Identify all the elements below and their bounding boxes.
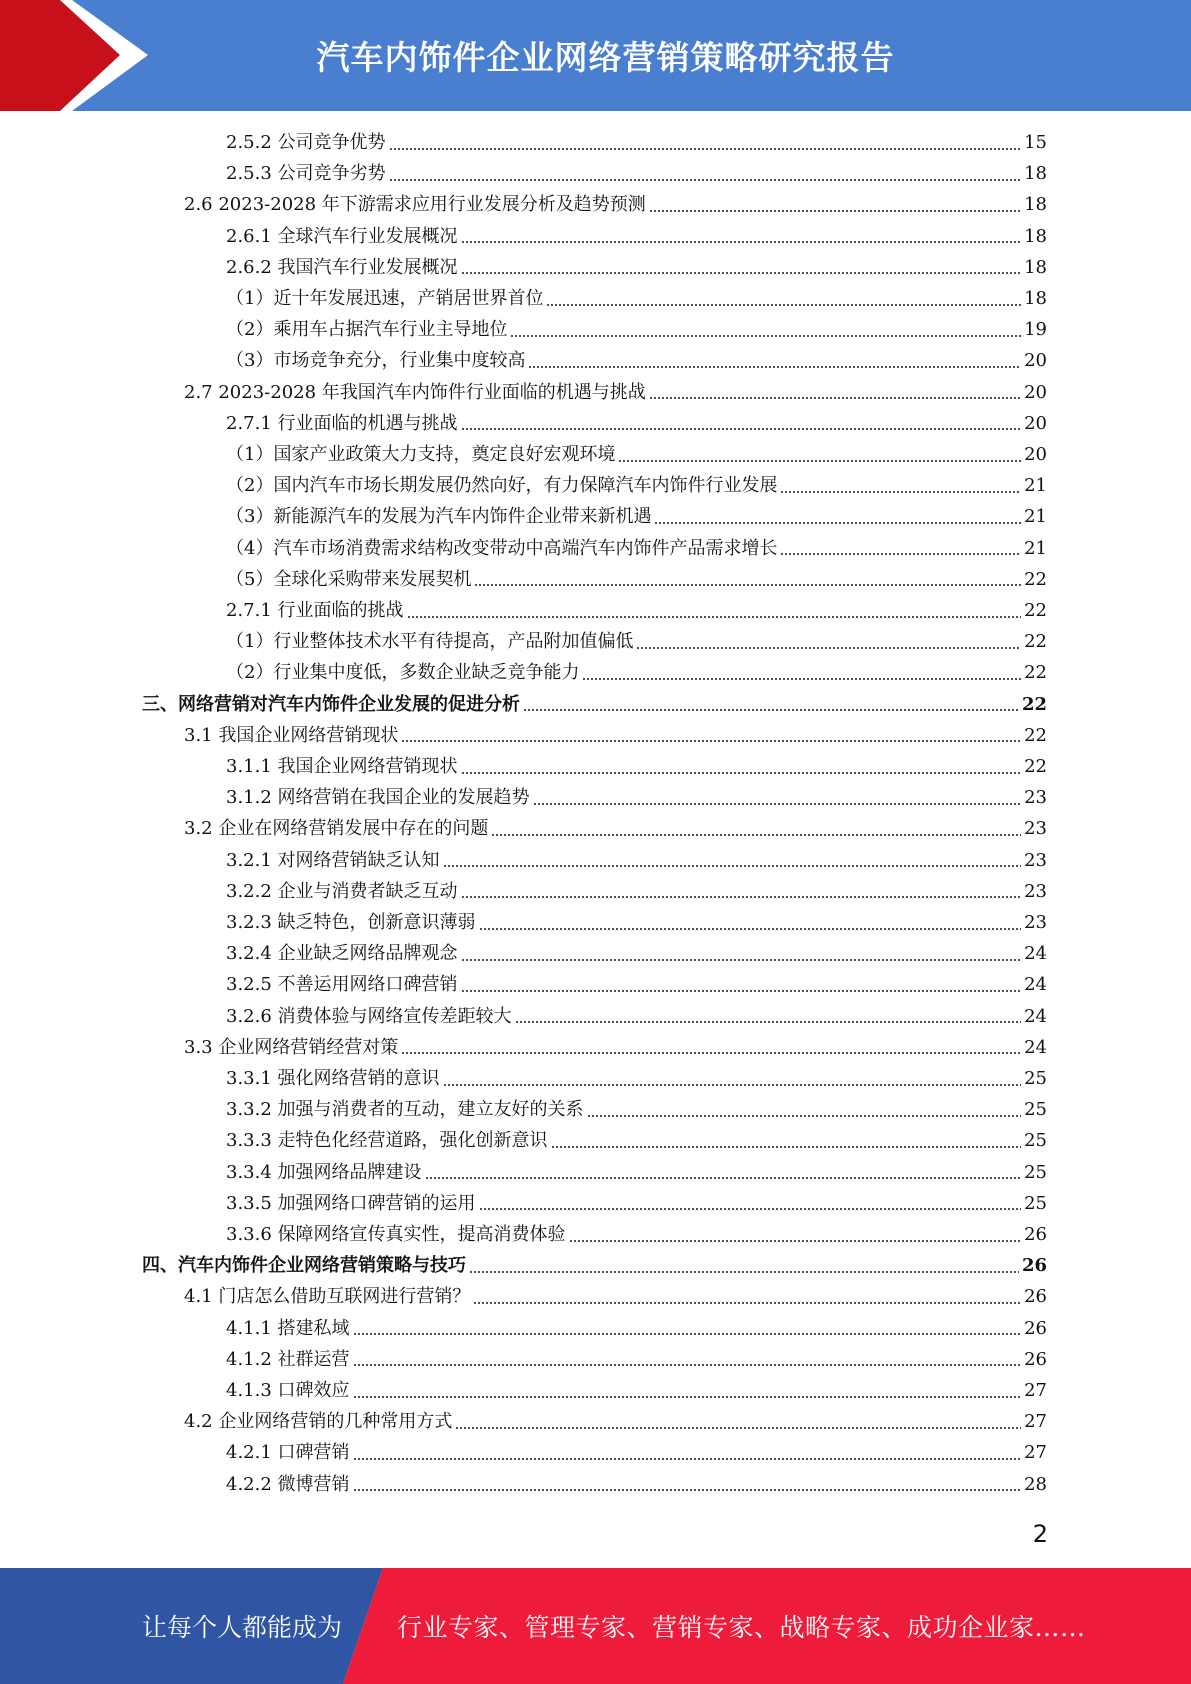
toc-entry-page: 24	[1024, 943, 1047, 965]
toc-dot-leader	[461, 896, 1022, 898]
toc-entry[interactable]	[142, 689, 1047, 720]
toc-entry-label: 3.3 企业网络营销经营对策	[184, 1036, 399, 1058]
toc-entry-page: 20	[1024, 350, 1047, 372]
toc-entry[interactable]	[226, 938, 1047, 969]
toc-entry-label: 4.2.1 口碑营销	[226, 1442, 350, 1464]
toc-entry[interactable]	[184, 1032, 1047, 1063]
toc-entry[interactable]	[226, 1219, 1047, 1250]
toc-entry-label: 4.1 门店怎么借助互联网进行营销？	[184, 1286, 471, 1308]
toc-entry[interactable]	[226, 252, 1047, 283]
toc-entry-label: （1）国家产业政策大力支持，奠定良好宏观环境	[226, 444, 616, 465]
toc-dot-leader	[474, 584, 1021, 586]
toc-entry-page: 15	[1024, 132, 1047, 153]
toc-dot-leader	[461, 241, 1022, 243]
toc-dot-leader	[455, 1427, 1021, 1429]
toc-entry-label: 4.1.3 口碑效应	[226, 1380, 350, 1401]
toc-entry-label: 三、网络营销对汽车内饰件企业发展的促进分析	[142, 693, 520, 715]
toc-dot-leader	[533, 803, 1022, 805]
toc-dot-leader	[407, 616, 1022, 618]
toc-entry[interactable]	[142, 1250, 1047, 1281]
toc-entry-page: 22	[1024, 568, 1047, 590]
toc-dot-leader	[425, 1177, 1022, 1179]
toc-entry-label: 3.2.5 不善运用网络口碑营销	[226, 974, 458, 996]
toc-entry[interactable]	[184, 377, 1047, 408]
toc-dot-leader	[780, 553, 1021, 555]
toc-entry-page: 23	[1024, 787, 1047, 809]
page-number: 2	[1032, 1520, 1048, 1548]
toc-entry[interactable]	[226, 657, 1047, 688]
toc-entry[interactable]	[226, 1437, 1047, 1468]
toc-entry[interactable]	[226, 314, 1047, 345]
toc-entry-page: 19	[1024, 319, 1047, 341]
toc-entry-page: 21	[1024, 475, 1047, 497]
toc-entry-page: 23	[1024, 818, 1047, 840]
toc-entry-page: 25	[1024, 1161, 1047, 1183]
toc-entry-label: （4）汽车市场消费需求结构改变带动中高端汽车内饰件产品需求增长	[226, 537, 778, 559]
toc-entry-label: 4.1.2 社群运营	[226, 1348, 350, 1370]
toc-entry-label: 2.7.1 行业面临的挑战	[226, 600, 404, 621]
toc-dot-leader	[353, 1364, 1022, 1366]
toc-entry-label: 3.3.1 强化网络营销的意识	[226, 1068, 440, 1089]
toc-dot-leader	[528, 366, 1021, 368]
toc-entry-page: 18	[1024, 288, 1047, 309]
toc-entry[interactable]	[184, 1281, 1047, 1312]
toc-dot-leader	[654, 522, 1021, 524]
page-header	[0, 0, 1191, 111]
toc-dot-leader	[510, 335, 1021, 337]
toc-entry[interactable]	[226, 1344, 1047, 1375]
toc-entry-label: 3.1 我国企业网络营销现状	[184, 724, 399, 746]
toc-dot-leader	[401, 740, 1021, 742]
toc-dot-leader	[461, 428, 1022, 430]
toc-entry-label: 2.7 2023-2028 年我国汽车内饰件行业面临的机遇与挑战	[184, 381, 646, 403]
toc-entry[interactable]	[184, 1406, 1047, 1437]
toc-dot-leader	[353, 1458, 1022, 1460]
toc-entry-page: 22	[1021, 693, 1047, 715]
toc-dot-leader	[401, 1052, 1021, 1054]
toc-entry-page: 23	[1024, 880, 1047, 902]
toc-entry[interactable]	[226, 470, 1047, 501]
toc-entry[interactable]	[226, 969, 1047, 1000]
toc-dot-leader	[551, 1146, 1022, 1148]
toc-dot-leader	[546, 304, 1021, 306]
toc-dot-leader	[649, 210, 1021, 212]
toc-entry-page: 22	[1024, 724, 1047, 746]
toc-entry[interactable]	[226, 127, 1047, 158]
toc-entry-label: 2.6.1 全球汽车行业发展概况	[226, 225, 458, 247]
toc-entry-label: 3.3.5 加强网络口碑营销的运用	[226, 1192, 476, 1214]
toc-entry-label: 2.6.2 我国汽车行业发展概况	[226, 256, 458, 278]
report-title: 汽车内饰件企业网络营销策略研究报告	[316, 38, 895, 77]
toc-entry[interactable]	[226, 283, 1047, 314]
toc-entry-page: 26	[1024, 1317, 1047, 1339]
toc-entry-label: （1）行业整体技术水平有待提高，产品附加值偏低	[226, 631, 634, 653]
toc-entry[interactable]	[184, 189, 1047, 220]
footer-slogan-left: 让每个人都能成为	[142, 1613, 343, 1642]
toc-dot-leader	[389, 148, 1022, 150]
toc-entry-label: 3.1.2 网络营销在我国企业的发展趋势	[226, 787, 530, 809]
toc-dot-leader	[649, 397, 1021, 399]
toc-dot-leader	[353, 1333, 1022, 1335]
toc-entry-page: 26	[1024, 1286, 1047, 1308]
toc-entry-page: 23	[1024, 849, 1047, 871]
toc-dot-leader	[473, 1302, 1021, 1304]
toc-entry-page: 18	[1024, 256, 1047, 278]
toc-entry-label: 3.1.1 我国企业网络营销现状	[226, 756, 458, 777]
toc-entry-page: 18	[1024, 225, 1047, 247]
page-footer	[0, 1568, 1191, 1684]
toc-entry-label: （3）新能源汽车的发展为汽车内饰件企业带来新机遇	[226, 506, 652, 528]
toc-entry-label: 3.2.6 消费体验与网络宣传差距较大	[226, 1005, 512, 1027]
toc-entry-page: 23	[1024, 912, 1047, 933]
toc-dot-leader	[780, 491, 1021, 493]
toc-dot-leader	[515, 1021, 1022, 1023]
toc-entry-label: 3.3.4 加强网络品牌建设	[226, 1161, 422, 1183]
toc-entry[interactable]	[226, 564, 1047, 595]
toc-entry-page: 28	[1024, 1473, 1047, 1495]
toc-entry-label: （2）行业集中度低，多数企业缺乏竞争能力	[226, 662, 580, 684]
toc-entry-page: 22	[1024, 600, 1047, 621]
toc-entry[interactable]	[226, 1001, 1047, 1032]
toc-entry-label: 2.7.1 行业面临的机遇与挑战	[226, 412, 458, 434]
toc-entry-label: （3）市场竞争充分，行业集中度较高	[226, 350, 526, 372]
toc-dot-leader	[461, 272, 1022, 274]
toc-dot-leader	[618, 460, 1021, 462]
toc-entry-page: 26	[1024, 1348, 1047, 1370]
toc-entry-label: 4.1.1 搭建私域	[226, 1317, 350, 1339]
toc-entry-page: 22	[1024, 662, 1047, 684]
toc-entry-label: 3.2.2 企业与消费者缺乏互动	[226, 880, 458, 902]
toc-entry[interactable]	[226, 533, 1047, 564]
toc-entry[interactable]	[226, 1188, 1047, 1219]
toc-entry-page: 25	[1024, 1099, 1047, 1121]
toc-dot-leader	[479, 1208, 1022, 1210]
toc-entry-page: 25	[1024, 1068, 1047, 1089]
toc-dot-leader	[461, 959, 1022, 961]
toc-entry-page: 26	[1021, 1255, 1047, 1277]
toc-entry[interactable]	[226, 907, 1047, 938]
toc-entry-label: 3.2 企业在网络营销发展中存在的问题	[184, 818, 489, 840]
toc-entry-page: 25	[1024, 1130, 1047, 1152]
toc-dot-leader	[353, 1396, 1022, 1398]
toc-entry-page: 21	[1024, 537, 1047, 559]
toc-dot-leader	[443, 1084, 1022, 1086]
toc-entry-label: 4.2.2 微博营销	[226, 1473, 350, 1495]
toc-entry-label: 3.2.1 对网络营销缺乏认知	[226, 849, 440, 871]
toc-entry[interactable]	[226, 221, 1047, 252]
toc-entry-page: 27	[1024, 1442, 1047, 1464]
toc-entry[interactable]	[226, 845, 1047, 876]
toc-dot-leader	[443, 865, 1022, 867]
toc-entry-page: 22	[1024, 631, 1047, 653]
toc-entry-label: 3.3.3 走特色化经营道路，强化创新意识	[226, 1130, 548, 1152]
toc-entry-label: 2.6 2023-2028 年下游需求应用行业发展分析及趋势预测	[184, 194, 646, 216]
toc-entry-page: 18	[1024, 163, 1047, 185]
toc-entry[interactable]	[184, 720, 1047, 751]
toc-entry-page: 26	[1024, 1224, 1047, 1245]
toc-entry-page: 27	[1024, 1411, 1047, 1433]
toc-entry[interactable]	[184, 813, 1047, 844]
toc-entry-page: 27	[1024, 1380, 1047, 1401]
toc-entry-page: 20	[1024, 381, 1047, 403]
toc-entry[interactable]	[226, 1094, 1047, 1125]
toc-entry-label: （5）全球化采购带来发展契机	[226, 568, 472, 590]
toc-entry-page: 24	[1024, 1036, 1047, 1058]
toc-entry-page: 21	[1024, 506, 1047, 528]
toc-entry-label: 2.5.2 公司竞争优势	[226, 132, 386, 153]
toc-entry-page: 20	[1024, 412, 1047, 434]
toc-entry[interactable]	[226, 408, 1047, 439]
toc-entry[interactable]	[226, 782, 1047, 813]
toc-dot-leader	[389, 179, 1022, 181]
toc-entry[interactable]	[226, 439, 1047, 470]
toc-entry[interactable]	[226, 1313, 1047, 1344]
toc-entry[interactable]	[226, 751, 1047, 782]
toc-dot-leader	[636, 647, 1021, 649]
toc-dot-leader	[491, 834, 1021, 836]
toc-dot-leader	[523, 709, 1019, 711]
toc-entry[interactable]	[226, 158, 1047, 189]
toc-entry-page: 25	[1024, 1192, 1047, 1214]
toc-entry-page: 22	[1024, 756, 1047, 777]
toc-dot-leader	[469, 1271, 1019, 1273]
toc-entry[interactable]	[226, 876, 1047, 907]
toc-entry-page: 20	[1024, 444, 1047, 465]
toc-entry[interactable]	[226, 1469, 1047, 1500]
toc-entry-label: （2）乘用车占据汽车行业主导地位	[226, 319, 508, 341]
toc-dot-leader	[587, 1115, 1022, 1117]
toc-entry-label: 4.2 企业网络营销的几种常用方式	[184, 1411, 453, 1433]
toc-entry-label: 3.3.2 加强与消费者的互动，建立友好的关系	[226, 1099, 584, 1121]
toc-entry[interactable]	[226, 501, 1047, 532]
toc-entry-label: （2）国内汽车市场长期发展仍然向好，有力保障汽车内饰件行业发展	[226, 475, 778, 497]
toc-entry[interactable]	[226, 1125, 1047, 1156]
toc-entry-label: 2.5.3 公司竞争劣势	[226, 163, 386, 185]
toc-entry[interactable]	[226, 1375, 1047, 1406]
toc-entry-page: 24	[1024, 1005, 1047, 1027]
toc-entry[interactable]	[226, 595, 1047, 626]
toc-entry-label: 3.2.4 企业缺乏网络品牌观念	[226, 943, 458, 965]
toc-entry-label: 四、汽车内饰件企业网络营销策略与技巧	[142, 1255, 466, 1277]
toc-dot-leader	[461, 772, 1022, 774]
toc-entry[interactable]	[226, 1157, 1047, 1188]
toc-entry-label: （1）近十年发展迅速，产销居世界首位	[226, 288, 544, 309]
footer-slogan-right: 行业专家、管理专家、营销专家、战略专家、成功企业家……	[397, 1613, 1086, 1642]
toc-dot-leader	[569, 1240, 1022, 1242]
toc-entry-page: 24	[1024, 974, 1047, 996]
toc-entry[interactable]	[226, 345, 1047, 376]
toc-dot-leader	[582, 678, 1021, 680]
toc-entry[interactable]	[226, 626, 1047, 657]
toc-entry-page: 18	[1024, 194, 1047, 216]
toc-dot-leader	[353, 1489, 1022, 1491]
toc-dot-leader	[461, 990, 1022, 992]
toc-entry-label: 3.2.3 缺乏特色，创新意识薄弱	[226, 912, 476, 933]
toc-dot-leader	[479, 928, 1022, 930]
toc-entry-label: 3.3.6 保障网络宣传真实性，提高消费体验	[226, 1224, 566, 1245]
toc-entry[interactable]	[226, 1063, 1047, 1094]
